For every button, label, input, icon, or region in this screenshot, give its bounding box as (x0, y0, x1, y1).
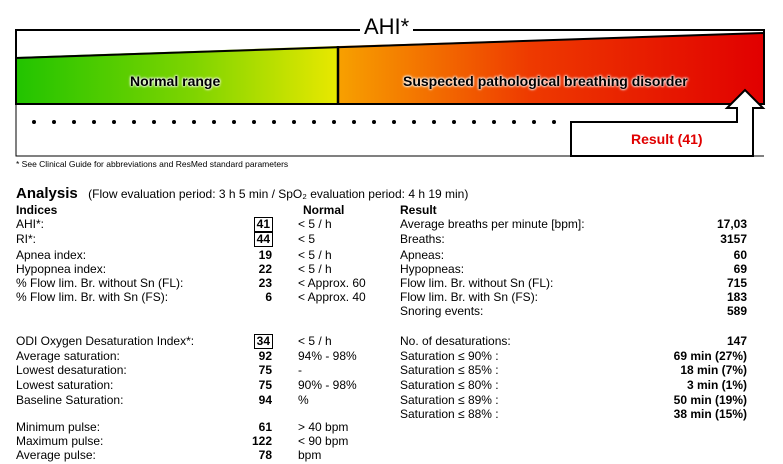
min-pulse-label: Minimum pulse: (16, 420, 101, 434)
result-value-bpm: 17,03 (716, 217, 747, 231)
dotted-scale (32, 120, 556, 124)
result-label-breaths: Breaths: (400, 232, 445, 246)
desat-value-80: 3 min (1%) (686, 378, 747, 392)
gauge-title: AHI* (360, 15, 413, 39)
index-value-fs: 6 (265, 290, 272, 304)
baseline-saturation-label: Baseline Saturation: (16, 393, 124, 407)
index-normal-fs: < Approx. 40 (298, 290, 366, 304)
result-label-snoring: Snoring events: (400, 304, 484, 318)
desat-label-89: Saturation ≤ 89% : (400, 393, 499, 407)
result-value-apneas: 60 (733, 248, 747, 262)
result-value-fl: 715 (726, 276, 747, 290)
index-value-fl: 23 (258, 276, 272, 290)
desat-label-90: Saturation ≤ 90% : (400, 349, 499, 363)
result-label-hypopneas: Hypopneas: (400, 262, 465, 276)
lowest-desaturation-value: 75 (258, 363, 272, 377)
index-label-ri: RI*: (16, 232, 37, 246)
desat-value-88: 38 min (15%) (673, 407, 747, 421)
index-value-hypopnea: 22 (258, 262, 272, 276)
index-normal-ahi: < 5 / h (298, 217, 332, 231)
index-value-ahi: 41 (254, 217, 273, 232)
normal-range-label: Normal range (130, 73, 221, 89)
max-pulse-normal: < 90 bpm (298, 434, 349, 448)
index-label-ahi: AHI*: (16, 217, 45, 231)
evaluation-period: (Flow evaluation period: 3 h 5 min / SpO₂ evaluation period: 4 h 19 min) (88, 187, 469, 201)
index-normal-hypopnea: < 5 / h (298, 262, 332, 276)
result-label-fl: Flow lim. Br. without Sn (FL): (400, 276, 554, 290)
lowest-saturation-normal: 90% - 98% (298, 378, 357, 392)
lowest-saturation-label: Lowest saturation: (16, 378, 114, 392)
result-header: Result (400, 203, 437, 217)
desat-value-count: 147 (726, 334, 747, 348)
pathological-label: Suspected pathological breathing disorder (403, 73, 688, 89)
normal-header: Normal (303, 203, 345, 217)
desat-value-85: 18 min (7%) (680, 363, 747, 377)
desat-label-count: No. of desaturations: (400, 334, 511, 348)
analysis-heading: Analysis (16, 185, 78, 202)
odi-label: ODI Oxygen Desaturation Index*: (16, 334, 195, 348)
result-label-bpm: Average breaths per minute [bpm]: (400, 217, 585, 231)
min-pulse-normal: > 40 bpm (298, 420, 349, 434)
lowest-desaturation-label: Lowest desaturation: (16, 363, 127, 377)
result-label-apneas: Apneas: (400, 248, 445, 262)
index-value-ri: 44 (254, 232, 273, 247)
indices-header: Indices (16, 203, 58, 217)
max-pulse-label: Maximum pulse: (16, 434, 104, 448)
avg-pulse-value: 78 (258, 448, 272, 462)
index-label-apnea: Apnea index: (16, 248, 87, 262)
desat-label-80: Saturation ≤ 80% : (400, 378, 499, 392)
desat-label-85: Saturation ≤ 85% : (400, 363, 499, 377)
avg-pulse-label: Average pulse: (16, 448, 96, 462)
result-label: Result (41) (631, 131, 703, 147)
index-normal-ri: < 5 (298, 232, 316, 246)
index-label-fl: % Flow lim. Br. without Sn (FL): (16, 276, 184, 290)
result-value-fs: 183 (726, 290, 747, 304)
result-label-fs: Flow lim. Br. with Sn (FS): (400, 290, 539, 304)
analysis-header (16, 185, 468, 203)
pathological-band (339, 33, 763, 103)
desat-value-90: 69 min (27%) (673, 349, 747, 363)
index-normal-apnea: < 5 / h (298, 248, 332, 262)
result-value-hypopneas: 69 (733, 262, 747, 276)
desat-label-88: Saturation ≤ 88% : (400, 407, 499, 421)
avg-pulse-normal: bpm (298, 448, 322, 462)
footnote: * See Clinical Guide for abbreviations and ResMed standard parameters (16, 159, 289, 169)
index-label-hypopnea: Hypopnea index: (16, 262, 107, 276)
baseline-saturation-normal: % (298, 393, 309, 407)
result-value-snoring: 589 (726, 304, 747, 318)
index-label-fs: % Flow lim. Br. with Sn (FS): (16, 290, 169, 304)
desat-value-89: 50 min (19%) (673, 393, 747, 407)
baseline-saturation-value: 94 (258, 393, 272, 407)
lowest-desaturation-normal: - (298, 363, 302, 377)
lowest-saturation-value: 75 (258, 378, 272, 392)
odi-normal: < 5 / h (298, 334, 332, 348)
avg-saturation-label: Average saturation: (16, 349, 120, 363)
min-pulse-value: 61 (258, 420, 272, 434)
index-value-apnea: 19 (258, 248, 272, 262)
odi-value: 34 (254, 334, 273, 349)
result-value-breaths: 3157 (720, 232, 747, 246)
max-pulse-value: 122 (251, 434, 272, 448)
avg-saturation-normal: 94% - 98% (298, 349, 357, 363)
index-normal-fl: < Approx. 60 (298, 276, 366, 290)
avg-saturation-value: 92 (258, 349, 272, 363)
